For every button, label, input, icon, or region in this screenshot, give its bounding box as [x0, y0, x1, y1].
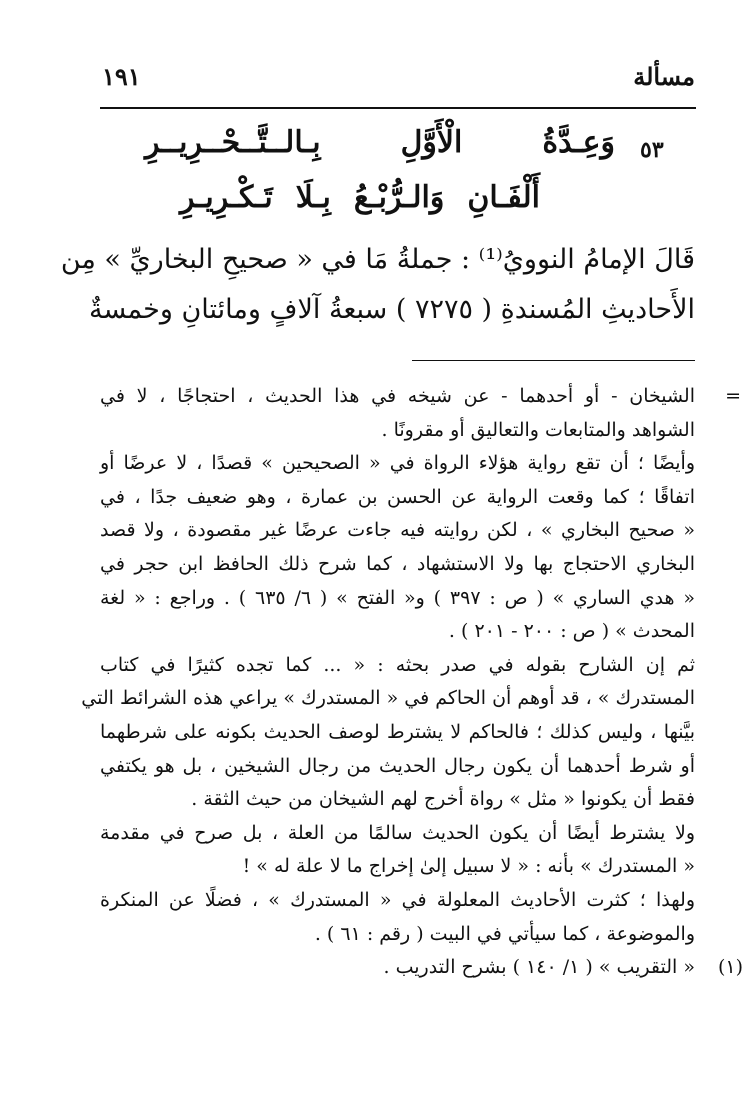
footnote-line: أو شرط أحدهما أن يكون رجال الحديث من رجال الشيخين ، بل هو يكتفي	[100, 754, 695, 777]
footnote-line: البخاري الاحتجاج بها ولا الاستشهاد ، كما شرح ذلك الحافظ ابن حجر في	[100, 552, 695, 575]
footnote-line: المستدرك » ، قد أوهم أن الحاكم في « المستدرك » يراعي هذه الشرائط التي	[81, 687, 695, 710]
footnote-line: والموضوعة ، كما سيأتي في البيت ( رقم : ٦١ ) .	[314, 922, 695, 945]
footnote-line: ولهذا ؛ كثرت الأحاديث المعلولة في « المستدرك » ، فضلًا عن المنكرة	[100, 888, 695, 911]
page-number: ١٩١	[102, 62, 141, 91]
footnote-separator	[412, 360, 695, 361]
footnote-1	[100, 951, 743, 985]
footnote-continuation	[81, 380, 741, 951]
footnotes	[81, 380, 743, 985]
footnote-number: (١)	[717, 956, 743, 979]
main-text	[60, 235, 695, 335]
footnote-line: اتفاقًا ؛ كما وقعت الرواية عن الحسن بن عمارة ، وهو ضعيف جدًا ، في	[100, 485, 695, 508]
footnote-line: ولا يشترط أيضًا أن يكون الحديث سالمًا من العلة ، بل صرح في مقدمة	[100, 821, 695, 844]
footnote-line: وأيضًا ؛ أن تقع رواية هؤلاء الرواة في « الصحيحين » قصدًا ، لا عرضًا أو	[100, 452, 695, 475]
footnote-line: « التقريب » ( ١/ ١٤٠ ) بشرح التدريب .	[383, 956, 695, 979]
running-head	[100, 60, 695, 100]
main-text-line: الأَحاديثِ المُسندةِ ( ٧٢٧٥ ) سبعةُ آلافٍ ومائتانِ وخمسةٌ	[88, 294, 695, 325]
footnote-line: « هدي الساري » ( ص : ٣٩٧ ) و« الفتح » ( ٦/ ٦٣٥ ) . وراجع : « لغة	[100, 586, 695, 609]
verse-line-2: أَلْفَـانِ وَالـرُّبْـعُ بِـلَا تَـكْـرِيـرِ	[180, 180, 540, 215]
footnote-line: بيَّنها ، وليس كذلك ؛ فالحاكم لا يشترط لوصف الحديث بكونه على شرطهما	[100, 720, 695, 743]
footnote-line: المحدث » ( ص : ٢٠٠ - ٢٠١ ) .	[448, 620, 695, 643]
continuation-marker: =	[725, 385, 741, 407]
verse-number: ٥٣	[640, 137, 664, 163]
footnote-line: « المستدرك » بأنه : « لا سبيل إلىٰ إخراج ما لا علة له » !	[242, 855, 695, 878]
footnote-line: ثم إن الشارح بقوله في صدر بحثه : « ... كما تجده كثيرًا في كتاب	[100, 653, 695, 676]
footnote-line: الشواهد والمتابعات والتعاليق أو مقرونًا .	[381, 418, 695, 441]
footnote-line: فقط أن يكونوا « مثل » رواة أخرج لهم الشيخان من حيث الثقة .	[191, 788, 695, 811]
verse-line-1: وَعِـدَّةُ الْأَوَّلِ بِـالــتَّــحْــرِيــرِ	[145, 125, 615, 160]
header-rule	[100, 107, 696, 109]
main-text-line: قَالَ الإمامُ النوويُ⁽¹⁾ : جملةُ مَا في « صحيحِ البخاريِّ » مِن	[60, 244, 695, 275]
running-title: مسألة	[633, 62, 695, 91]
footnote-line: الشيخان - أو أحدهما - عن شيخه في هذا الحديث ، احتجاجًا ، لا في	[100, 385, 695, 407]
footnote-line: « صحيح البخاري » ، لكن روايته فيه جاءت عرضًا غير مقصودة ، ولا قصد	[100, 519, 695, 542]
